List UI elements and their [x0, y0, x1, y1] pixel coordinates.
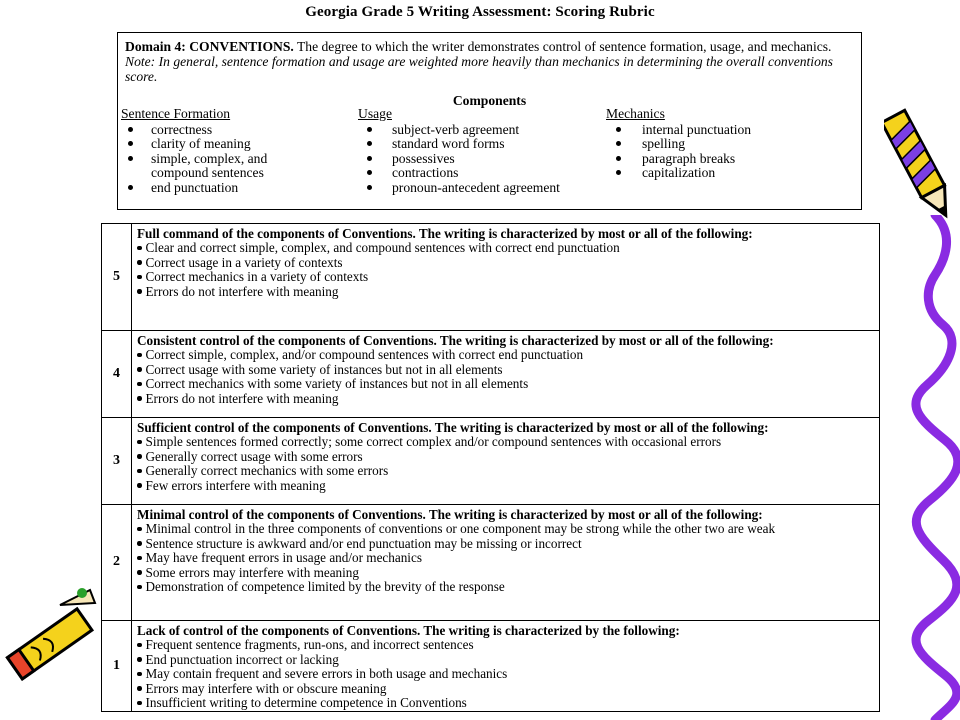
bullet-icon	[616, 170, 621, 175]
score-cell: 1	[102, 621, 132, 712]
domain-heading: Domain 4: CONVENTIONS.	[125, 39, 294, 54]
domain-box	[117, 32, 862, 210]
column-heading: Sentence Formation	[121, 106, 231, 121]
score-cell: 2	[102, 505, 132, 621]
list-item: Minimal control in the three components of conventions or one component may be strong while the other two are weak	[137, 522, 873, 536]
score-cell: 3	[102, 418, 132, 505]
list-item: Correct usage in a variety of contexts	[137, 256, 873, 270]
page-title: Georgia Grade 5 Writing Assessment: Scoring Rubric	[305, 4, 655, 20]
list-item: Errors may interfere with or obscure meaning	[137, 682, 873, 696]
sentence-formation-column	[121, 107, 351, 196]
bullet-icon	[137, 570, 142, 575]
domain-text: The degree to which the writer demonstrates control of sentence formation, usage, and mechanics.	[293, 39, 832, 54]
pencil-icon	[0, 585, 100, 695]
bullet-icon	[616, 156, 621, 161]
mechanics-column	[606, 107, 856, 181]
list-item: May have frequent errors in usage and/or mechanics	[137, 551, 873, 565]
list-item: Correct mechanics in a variety of contexts	[137, 270, 873, 284]
description-cell	[132, 621, 880, 712]
bullet-icon	[137, 585, 142, 590]
list-item: Frequent sentence fragments, run-ons, and incorrect sentences	[137, 638, 873, 652]
bullet-icon	[137, 289, 142, 294]
bullet-icon	[137, 353, 142, 358]
bullet-icon	[137, 275, 142, 280]
list-item: capitalization	[606, 166, 856, 181]
row-lead: Consistent control of the components of Conventions. The writing is characterized by most or all of the following:	[137, 333, 774, 348]
list-item: Correct usage with some variety of instances but not in all elements	[137, 363, 873, 377]
list-item: clarity of meaning	[121, 137, 351, 152]
list-item: Generally correct usage with some errors	[137, 450, 873, 464]
bullet-icon	[128, 156, 133, 161]
bullet-icon	[128, 127, 133, 132]
list-item: Clear and correct simple, complex, and compound sentences with correct end punctuation	[137, 241, 873, 255]
row-lead: Minimal control of the components of Conventions. The writing is characterized by most or all of the following:	[137, 507, 763, 522]
bullet-icon	[137, 672, 142, 677]
usage-column	[358, 107, 608, 196]
domain-description	[125, 39, 850, 84]
bullet-icon	[128, 185, 133, 190]
list-item: Errors do not interfere with meaning	[137, 285, 873, 299]
list-item: simple, complex, and compound sentences	[121, 152, 301, 181]
bullet-icon	[137, 643, 142, 648]
list-item: May contain frequent and severe errors in both usage and mechanics	[137, 667, 873, 681]
bullet-icon	[137, 260, 142, 265]
bullet-icon	[616, 127, 621, 132]
description-cell	[132, 224, 880, 331]
bullet-icon	[137, 657, 142, 662]
components-heading: Components	[452, 93, 527, 108]
bullet-icon	[367, 185, 372, 190]
bullet-icon	[137, 686, 142, 691]
list-item: paragraph breaks	[606, 152, 856, 167]
list-item: Correct mechanics with some variety of instances but not in all elements	[137, 377, 873, 391]
list-item: Errors do not interfere with meaning	[137, 392, 873, 406]
squiggle-line	[905, 215, 960, 720]
bullet-icon	[616, 141, 621, 146]
pencil-icon	[884, 100, 954, 230]
list-item: contractions	[358, 166, 608, 181]
table-row	[102, 331, 880, 418]
bullet-icon	[137, 246, 142, 251]
score-cell: 5	[102, 224, 132, 331]
bullet-icon	[367, 156, 372, 161]
list-item: Some errors may interfere with meaning	[137, 566, 873, 580]
list-item: Sentence structure is awkward and/or end punctuation may be missing or incorrect	[137, 537, 873, 551]
rubric-table	[101, 223, 880, 712]
table-row	[102, 505, 880, 621]
bullet-icon	[367, 170, 372, 175]
description-cell	[132, 505, 880, 621]
list-item: internal punctuation	[606, 123, 856, 138]
column-heading: Mechanics	[606, 106, 665, 121]
score-cell: 4	[102, 331, 132, 418]
list-item: Few errors interfere with meaning	[137, 479, 873, 493]
table-row	[102, 418, 880, 505]
list-item: Generally correct mechanics with some errors	[137, 464, 873, 478]
bullet-icon	[137, 483, 142, 488]
table-row	[102, 224, 880, 331]
bullet-icon	[137, 454, 142, 459]
bullet-icon	[137, 541, 142, 546]
row-lead: Full command of the components of Conventions. The writing is characterized by most or all of the following:	[137, 226, 753, 241]
bullet-icon	[137, 469, 142, 474]
domain-note: Note: In general, sentence formation and usage are weighted more heavily than mechanics in determining the overall conventions score.	[125, 54, 833, 84]
bullet-icon	[128, 141, 133, 146]
list-item: spelling	[606, 137, 856, 152]
description-cell	[132, 331, 880, 418]
list-item: Correct simple, complex, and/or compound sentences with correct end punctuation	[137, 348, 873, 362]
bullet-icon	[137, 382, 142, 387]
list-item: Simple sentences formed correctly; some correct complex and/or compound sentences with occasional errors	[137, 435, 873, 449]
bullet-icon	[137, 701, 142, 706]
table-row	[102, 621, 880, 712]
list-item: standard word forms	[358, 137, 608, 152]
list-item: End punctuation incorrect or lacking	[137, 653, 873, 667]
list-item: pronoun-antecedent agreement	[358, 181, 608, 196]
bullet-icon	[367, 127, 372, 132]
list-item: subject-verb agreement	[358, 123, 608, 138]
list-item: possessives	[358, 152, 608, 167]
bullet-icon	[137, 367, 142, 372]
description-cell	[132, 418, 880, 505]
list-item: end punctuation	[121, 181, 351, 196]
column-heading: Usage	[358, 106, 392, 121]
list-item: correctness	[121, 123, 351, 138]
bullet-icon	[137, 396, 142, 401]
list-item: Demonstration of competence limited by the brevity of the response	[137, 580, 873, 594]
list-item: Insufficient writing to determine competence in Conventions	[137, 696, 873, 710]
row-lead: Lack of control of the components of Conventions. The writing is characterized by the following:	[137, 623, 680, 638]
bullet-icon	[137, 440, 142, 445]
bullet-icon	[367, 141, 372, 146]
row-lead: Sufficient control of the components of Conventions. The writing is characterized by most or all of the following:	[137, 420, 769, 435]
bullet-icon	[137, 527, 142, 532]
bullet-icon	[137, 556, 142, 561]
